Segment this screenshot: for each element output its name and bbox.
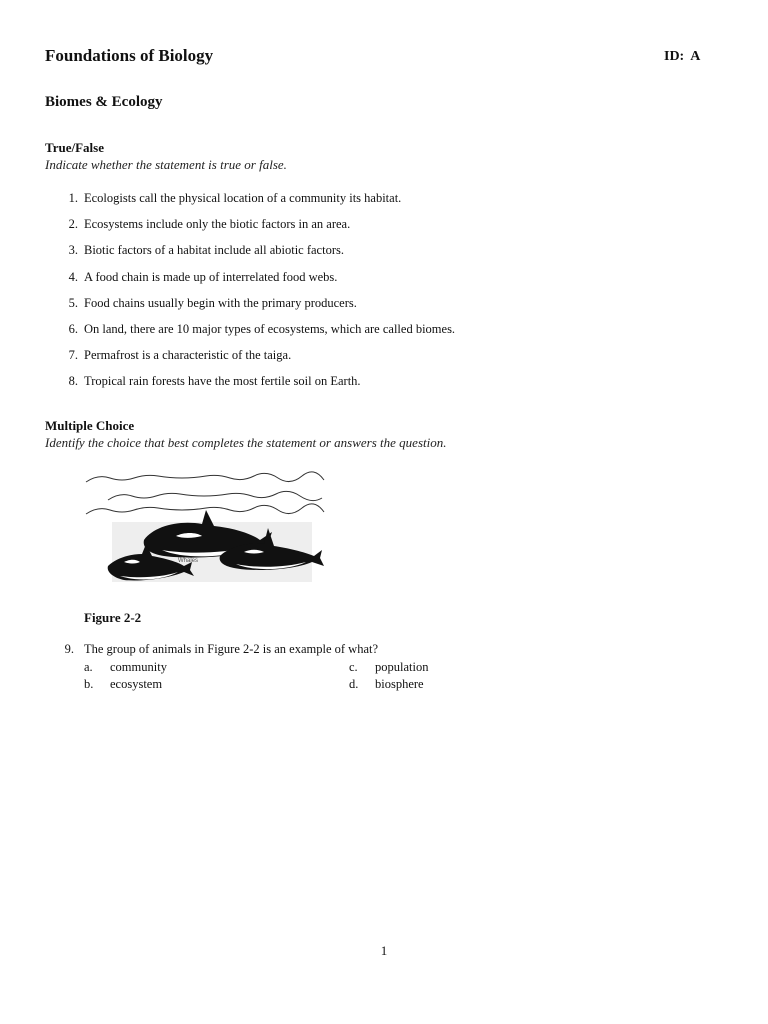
list-item xyxy=(0,265,768,291)
option-text: community xyxy=(110,660,167,674)
option-text: population xyxy=(375,660,429,674)
item-text: On land, there are 10 major types of ecosystems, which are called biomes. xyxy=(84,321,456,336)
id-value: A xyxy=(690,49,701,64)
item-number: 6. xyxy=(68,321,78,336)
option-letter: b. xyxy=(84,677,94,691)
true-false-list xyxy=(0,186,768,396)
item-text: Biotic factors of a habitat include all abiotic factors. xyxy=(84,243,344,258)
option-letter: c. xyxy=(349,660,358,674)
whales-figure xyxy=(84,466,326,584)
multiple-choice-section-title: Multiple Choice xyxy=(45,418,135,433)
list-item xyxy=(0,238,768,264)
item-text: Tropical rain forests have the most fertile soil on Earth. xyxy=(84,374,361,389)
item-text: A food chain is made up of interrelated food webs. xyxy=(84,269,338,284)
item-text: Ecologists call the physical location of a community its habitat. xyxy=(84,191,402,205)
item-text: Ecosystems include only the biotic factors in an area. xyxy=(84,217,351,232)
item-number: 2. xyxy=(68,217,78,232)
question-text: The group of animals in Figure 2-2 is an example of what? xyxy=(84,642,379,656)
item-number: 3. xyxy=(68,243,78,258)
figure-image-label: Whales xyxy=(178,558,199,564)
unit-title: Biomes & Ecology xyxy=(45,94,163,110)
list-item xyxy=(0,186,768,212)
item-number: 5. xyxy=(68,295,78,310)
figure-caption: Figure 2-2 xyxy=(84,610,142,625)
option-text: ecosystem xyxy=(110,677,163,691)
item-text: Food chains usually begin with the primary producers. xyxy=(84,295,357,310)
option-letter: d. xyxy=(349,677,359,691)
item-text: Permafrost is a characteristic of the taiga. xyxy=(84,348,292,363)
list-item xyxy=(0,212,768,238)
list-item xyxy=(0,317,768,343)
true-false-section-title: True/False xyxy=(45,140,104,155)
multiple-choice-instruction: Identify the choice that best completes the statement or answers the question. xyxy=(45,435,447,450)
question-number: 9. xyxy=(64,642,74,656)
list-item xyxy=(0,369,768,395)
list-item xyxy=(0,291,768,317)
option-letter: a. xyxy=(84,660,93,674)
page-number: 1 xyxy=(380,943,388,958)
item-number: 4. xyxy=(68,269,78,284)
course-title: Foundations of Biology xyxy=(45,46,214,65)
document-id xyxy=(664,49,700,65)
item-number: 8. xyxy=(68,374,78,389)
item-number: 1. xyxy=(68,191,78,205)
item-number: 7. xyxy=(68,348,78,363)
list-item xyxy=(0,343,768,369)
true-false-instruction: Indicate whether the statement is true or false. xyxy=(45,157,287,172)
id-label: ID: xyxy=(664,49,685,64)
option-text: biosphere xyxy=(375,677,424,691)
